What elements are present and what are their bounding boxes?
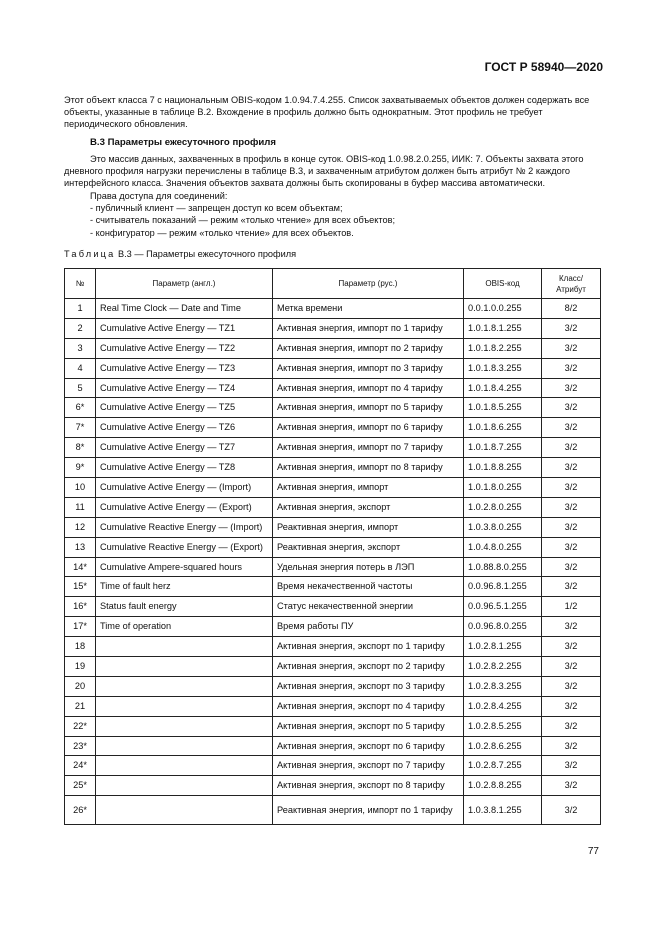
- class-attribute-cell: 3/2: [542, 318, 601, 338]
- param-ru-cell: Активная энергия, экспорт по 1 тарифу: [273, 637, 464, 657]
- table-caption-word: Таблица: [64, 249, 116, 259]
- obis-code-cell: 1.0.2.8.0.255: [464, 497, 542, 517]
- param-ru-cell: Активная энергия, экспорт по 7 тарифу: [273, 756, 464, 776]
- table-row: [65, 597, 601, 617]
- param-en-cell: Time of operation: [96, 617, 273, 637]
- param-ru-cell: Активная энергия, импорт по 1 тарифу: [273, 318, 464, 338]
- table-row: [65, 776, 601, 796]
- table-row: [65, 736, 601, 756]
- param-en-cell: [96, 736, 273, 756]
- intro-paragraph: Этот объект класса 7 с национальным OBIS-кодом 1.0.94.7.4.255. Список захватываемых объектов должен содержать все объекты, указанные в таблице В.2. Вхождение в профиль должно быть однократным. Этот профиль не требует периодического обновления.: [64, 95, 590, 130]
- obis-code-cell: 1.0.1.8.8.255: [464, 458, 542, 478]
- obis-code-cell: 1.0.3.8.0.255: [464, 517, 542, 537]
- table-row: [65, 796, 601, 825]
- row-number: 13: [65, 537, 96, 557]
- row-number: 19: [65, 657, 96, 677]
- row-number: 6*: [65, 398, 96, 418]
- param-en-cell: Cumulative Reactive Energy — (Import): [96, 517, 273, 537]
- page-number: 77: [587, 846, 599, 857]
- row-number: 2: [65, 318, 96, 338]
- table-row: [65, 398, 601, 418]
- param-en-cell: Cumulative Active Energy — TZ8: [96, 458, 273, 478]
- access-rights-title: Права доступа для соединений:: [90, 191, 228, 201]
- param-en-cell: [96, 776, 273, 796]
- table-header-row: [65, 269, 601, 299]
- table-row: [65, 676, 601, 696]
- param-en-cell: [96, 676, 273, 696]
- param-ru-cell: Активная энергия, экспорт по 6 тарифу: [273, 736, 464, 756]
- obis-code-cell: 1.0.2.8.5.255: [464, 716, 542, 736]
- param-ru-cell: Активная энергия, импорт по 3 тарифу: [273, 358, 464, 378]
- table-row: [65, 497, 601, 517]
- param-en-cell: [96, 696, 273, 716]
- class-attribute-cell: 1/2: [542, 597, 601, 617]
- param-ru-cell: Активная энергия, импорт по 8 тарифу: [273, 458, 464, 478]
- class-attribute-cell: 3/2: [542, 338, 601, 358]
- param-ru-cell: Реактивная энергия, импорт по 1 тарифу: [273, 796, 464, 825]
- class-attribute-cell: 3/2: [542, 617, 601, 637]
- obis-code-cell: 1.0.1.8.4.255: [464, 378, 542, 398]
- header-param-ru: Параметр (рус.): [273, 269, 464, 299]
- param-en-cell: [96, 637, 273, 657]
- row-number: 15*: [65, 577, 96, 597]
- header-class-attribute: Класс/ Атрибут: [542, 269, 601, 299]
- param-en-cell: Cumulative Active Energy — TZ7: [96, 438, 273, 458]
- class-attribute-cell: 8/2: [542, 299, 601, 319]
- param-ru-cell: Активная энергия, импорт по 7 тарифу: [273, 438, 464, 458]
- param-ru-cell: Активная энергия, экспорт по 8 тарифу: [273, 776, 464, 796]
- obis-code-cell: 1.0.1.8.0.255: [464, 478, 542, 498]
- row-number: 1: [65, 299, 96, 319]
- row-number: 7*: [65, 418, 96, 438]
- table-body: [65, 299, 601, 825]
- param-ru-cell: Реактивная энергия, экспорт: [273, 537, 464, 557]
- obis-code-cell: 1.0.2.8.4.255: [464, 696, 542, 716]
- class-attribute-cell: 3/2: [542, 756, 601, 776]
- param-en-cell: [96, 657, 273, 677]
- class-attribute-cell: 3/2: [542, 696, 601, 716]
- class-attribute-cell: 3/2: [542, 378, 601, 398]
- row-number: 21: [65, 696, 96, 716]
- row-number: 22*: [65, 716, 96, 736]
- table-row: [65, 458, 601, 478]
- param-en-cell: Real Time Clock — Date and Time: [96, 299, 273, 319]
- row-number: 12: [65, 517, 96, 537]
- class-attribute-cell: 3/2: [542, 438, 601, 458]
- obis-code-cell: 1.0.4.8.0.255: [464, 537, 542, 557]
- obis-code-cell: 1.0.2.8.8.255: [464, 776, 542, 796]
- table-row: [65, 637, 601, 657]
- table-row: [65, 378, 601, 398]
- param-ru-cell: Активная энергия, импорт по 4 тарифу: [273, 378, 464, 398]
- class-attribute-cell: 3/2: [542, 637, 601, 657]
- obis-code-cell: 1.0.2.8.1.255: [464, 637, 542, 657]
- row-number: 20: [65, 676, 96, 696]
- table-row: [65, 557, 601, 577]
- param-ru-cell: Метка времени: [273, 299, 464, 319]
- class-attribute-cell: 3/2: [542, 458, 601, 478]
- table-row: [65, 338, 601, 358]
- obis-code-cell: 1.0.1.8.3.255: [464, 358, 542, 378]
- class-attribute-cell: 3/2: [542, 478, 601, 498]
- class-attribute-cell: 3/2: [542, 657, 601, 677]
- param-ru-cell: Удельная энергия потерь в ЛЭП: [273, 557, 464, 577]
- table-caption: [64, 249, 296, 259]
- row-number: 24*: [65, 756, 96, 776]
- param-ru-cell: Активная энергия, импорт: [273, 478, 464, 498]
- class-attribute-cell: 3/2: [542, 398, 601, 418]
- obis-code-cell: 0.0.1.0.0.255: [464, 299, 542, 319]
- param-ru-cell: Активная энергия, экспорт: [273, 497, 464, 517]
- obis-code-cell: 0.0.96.8.0.255: [464, 617, 542, 637]
- param-ru-cell: Активная энергия, экспорт по 3 тарифу: [273, 676, 464, 696]
- header-number: №: [65, 269, 96, 299]
- obis-code-cell: 1.0.2.8.2.255: [464, 657, 542, 677]
- section-paragraph: Это массив данных, захваченных в профиль в конце суток. OBIS-код 1.0.98.2.0.255, ИИК: 7. Объекты захвата этого дневного профиля нагрузки перечислены в таблице В.3, и захваченным атрибутом должен быть атрибут № 2 каждого интерфейсного класса. Значения объектов захвата должны быть скопированы в буфер массива автоматически.: [64, 154, 584, 189]
- table-row: [65, 716, 601, 736]
- table-row: [65, 537, 601, 557]
- class-attribute-cell: 3/2: [542, 497, 601, 517]
- param-ru-cell: Активная энергия, экспорт по 4 тарифу: [273, 696, 464, 716]
- access-rights-item: - конфигуратор — режим «только чтение» для всех объектов.: [90, 227, 354, 238]
- table-row: [65, 517, 601, 537]
- row-number: 26*: [65, 796, 96, 825]
- obis-code-cell: 0.0.96.5.1.255: [464, 597, 542, 617]
- row-number: 18: [65, 637, 96, 657]
- table-row: [65, 478, 601, 498]
- access-rights-item: - публичный клиент — запрещен доступ ко всем объектам;: [90, 203, 343, 214]
- class-attribute-cell: 3/2: [542, 537, 601, 557]
- class-attribute-cell: 3/2: [542, 577, 601, 597]
- row-number: 5: [65, 378, 96, 398]
- parameters-table: [64, 268, 601, 825]
- obis-code-cell: 1.0.2.8.6.255: [464, 736, 542, 756]
- param-ru-cell: Статус некачественной энергии: [273, 597, 464, 617]
- param-ru-cell: Активная энергия, импорт по 2 тарифу: [273, 338, 464, 358]
- obis-code-cell: 1.0.88.8.0.255: [464, 557, 542, 577]
- row-number: 9*: [65, 458, 96, 478]
- class-attribute-cell: 3/2: [542, 358, 601, 378]
- section-heading: В.3 Параметры ежесуточного профиля: [90, 137, 276, 148]
- param-en-cell: Cumulative Active Energy — TZ3: [96, 358, 273, 378]
- class-attribute-cell: 3/2: [542, 736, 601, 756]
- param-en-cell: Cumulative Active Energy — (Export): [96, 497, 273, 517]
- param-en-cell: Cumulative Active Energy — TZ4: [96, 378, 273, 398]
- param-en-cell: Cumulative Active Energy — (Import): [96, 478, 273, 498]
- table-row: [65, 318, 601, 338]
- class-attribute-cell: 3/2: [542, 676, 601, 696]
- param-en-cell: Status fault energy: [96, 597, 273, 617]
- param-en-cell: Cumulative Ampere-squared hours: [96, 557, 273, 577]
- header-obis-code: OBIS-код: [464, 269, 542, 299]
- row-number: 16*: [65, 597, 96, 617]
- class-attribute-cell: 3/2: [542, 418, 601, 438]
- row-number: 23*: [65, 736, 96, 756]
- param-ru-cell: Реактивная энергия, импорт: [273, 517, 464, 537]
- table-row: [65, 617, 601, 637]
- obis-code-cell: 1.0.1.8.5.255: [464, 398, 542, 418]
- header-param-en: Параметр (англ.): [96, 269, 273, 299]
- table-row: [65, 418, 601, 438]
- table-row: [65, 299, 601, 319]
- table-caption-text: В.3 — Параметры ежесуточного профиля: [115, 249, 297, 259]
- obis-code-cell: 1.0.1.8.1.255: [464, 318, 542, 338]
- param-ru-cell: Время некачественной частоты: [273, 577, 464, 597]
- table-row: [65, 438, 601, 458]
- table-row: [65, 696, 601, 716]
- param-en-cell: Cumulative Reactive Energy — (Export): [96, 537, 273, 557]
- document-standard-header: ГОСТ Р 58940—2020: [484, 60, 603, 74]
- row-number: 11: [65, 497, 96, 517]
- row-number: 10: [65, 478, 96, 498]
- obis-code-cell: 1.0.1.8.2.255: [464, 338, 542, 358]
- table-row: [65, 577, 601, 597]
- row-number: 25*: [65, 776, 96, 796]
- access-rights-block: [64, 190, 599, 239]
- class-attribute-cell: 3/2: [542, 716, 601, 736]
- param-en-cell: Cumulative Active Energy — TZ1: [96, 318, 273, 338]
- param-en-cell: Cumulative Active Energy — TZ5: [96, 398, 273, 418]
- class-attribute-cell: 3/2: [542, 776, 601, 796]
- row-number: 8*: [65, 438, 96, 458]
- table-row: [65, 657, 601, 677]
- param-en-cell: [96, 756, 273, 776]
- param-ru-cell: Время работы ПУ: [273, 617, 464, 637]
- obis-code-cell: 1.0.2.8.7.255: [464, 756, 542, 776]
- param-ru-cell: Активная энергия, импорт по 5 тарифу: [273, 398, 464, 418]
- param-ru-cell: Активная энергия, экспорт по 5 тарифу: [273, 716, 464, 736]
- row-number: 4: [65, 358, 96, 378]
- obis-code-cell: 1.0.3.8.1.255: [464, 796, 542, 825]
- param-en-cell: Cumulative Active Energy — TZ2: [96, 338, 273, 358]
- param-en-cell: Time of fault herz: [96, 577, 273, 597]
- class-attribute-cell: 3/2: [542, 557, 601, 577]
- param-en-cell: Cumulative Active Energy — TZ6: [96, 418, 273, 438]
- param-ru-cell: Активная энергия, импорт по 6 тарифу: [273, 418, 464, 438]
- row-number: 3: [65, 338, 96, 358]
- param-en-cell: [96, 716, 273, 736]
- row-number: 17*: [65, 617, 96, 637]
- param-ru-cell: Активная энергия, экспорт по 2 тарифу: [273, 657, 464, 677]
- class-attribute-cell: 3/2: [542, 517, 601, 537]
- table-row: [65, 756, 601, 776]
- obis-code-cell: 0.0.96.8.1.255: [464, 577, 542, 597]
- table-row: [65, 358, 601, 378]
- row-number: 14*: [65, 557, 96, 577]
- class-attribute-cell: 3/2: [542, 796, 601, 825]
- obis-code-cell: 1.0.1.8.7.255: [464, 438, 542, 458]
- param-en-cell: [96, 796, 273, 825]
- obis-code-cell: 1.0.2.8.3.255: [464, 676, 542, 696]
- obis-code-cell: 1.0.1.8.6.255: [464, 418, 542, 438]
- access-rights-item: - считыватель показаний — режим «только чтение» для всех объектов;: [90, 215, 396, 226]
